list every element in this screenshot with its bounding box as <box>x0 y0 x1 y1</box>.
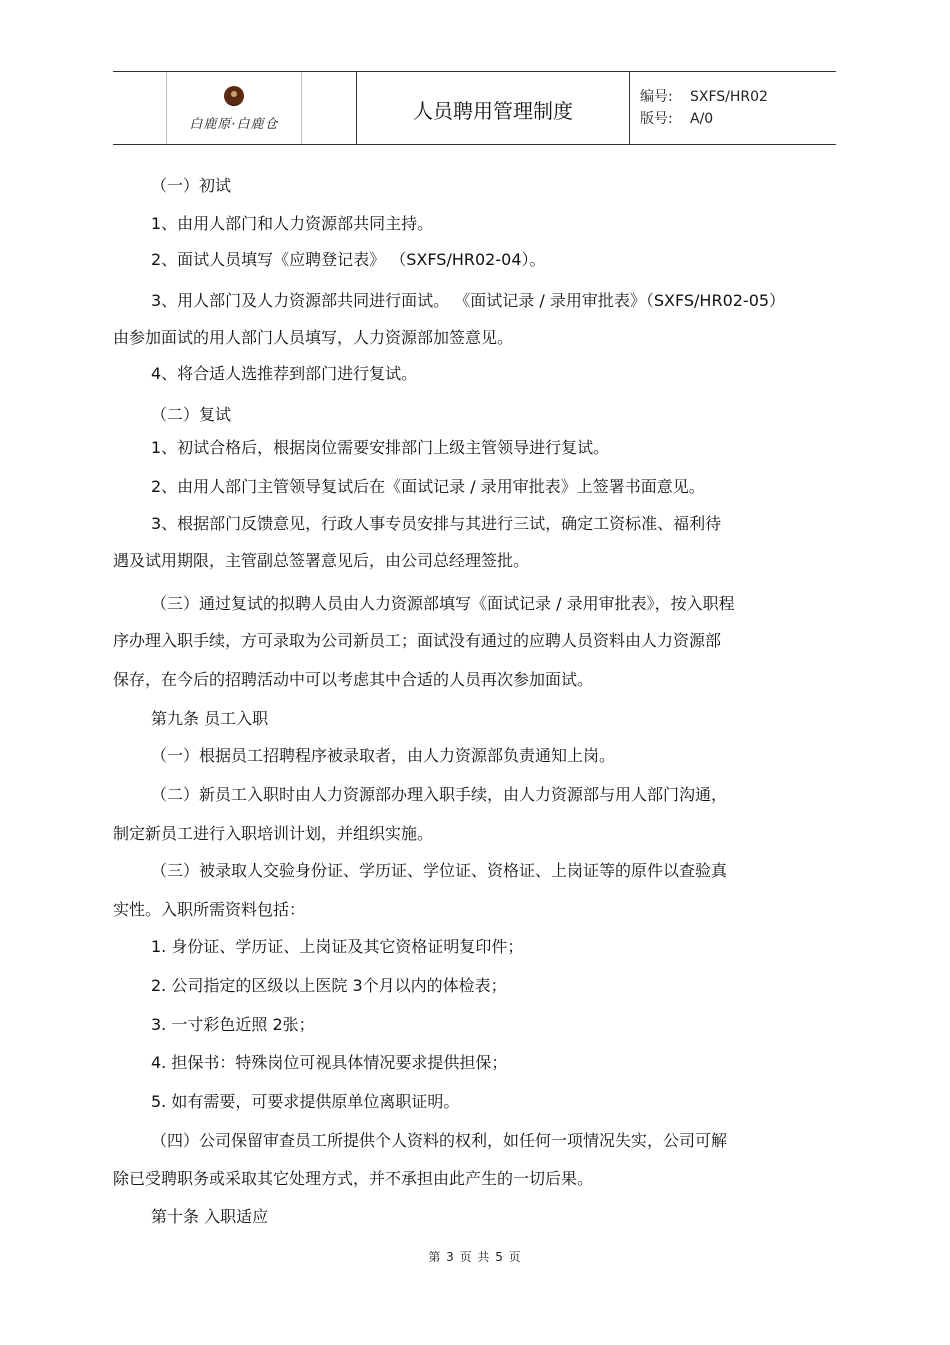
paragraph: （三）被录取人交验身份证、学历证、学位证、资格证、上岗证等的原件以查验真 <box>151 861 728 880</box>
header-divider <box>629 72 630 144</box>
document-code <box>640 86 768 106</box>
paragraph: 2、由用人部门主管领导复试后在《面试记录 / 录用审批表》上签署书面意见。 <box>151 477 705 496</box>
article-heading: 第十条 入职适应 <box>151 1207 269 1226</box>
list-item: 5. 如有需要，可要求提供原单位离职证明。 <box>151 1092 460 1111</box>
paragraph-continuation: 制定新员工进行入职培训计划，并组织实施。 <box>113 824 434 843</box>
version-label: 版号: <box>640 111 673 127</box>
paragraph: 1、初试合格后，根据岗位需要安排部门上级主管领导进行复试。 <box>151 438 610 457</box>
paragraph-continuation: 除已受聘职务或采取其它处理方式，并不承担由此产生的一切后果。 <box>113 1169 594 1188</box>
document-title: 人员聘用管理制度 <box>413 99 573 123</box>
logo-emblem-icon <box>224 86 244 106</box>
paragraph-continuation: 遇及试用期限，主管副总签署意见后，由公司总经理签批。 <box>113 551 530 570</box>
section-heading: （二）复试 <box>151 405 232 424</box>
code-value: SXFS/HR02 <box>690 89 768 105</box>
list-item: 3. 一寸彩色近照 2张； <box>151 1015 315 1034</box>
paragraph: 4、将合适人选推荐到部门进行复试。 <box>151 364 418 383</box>
section-heading: （一）初试 <box>151 176 232 195</box>
logo-text: 白鹿原·白鹿仓 <box>189 117 279 132</box>
logo <box>166 72 302 144</box>
list-item: 1. 身份证、学历证、上岗证及其它资格证明复印件； <box>151 937 524 956</box>
paragraph: （三）通过复试的拟聘人员由人力资源部填写《面试记录 / 录用审批表》，按入职程 <box>151 594 735 613</box>
article-heading: 第九条 员工入职 <box>151 709 269 728</box>
paragraph-continuation: 保存，在今后的招聘活动中可以考虑其中合适的人员再次参加面试。 <box>113 670 594 689</box>
paragraph: 3、用人部门及人力资源部共同进行面试。 《面试记录 / 录用审批表》（SXFS/HR02-05） <box>151 291 786 310</box>
paragraph-continuation: 由参加面试的用人部门人员填写，人力资源部加签意见。 <box>113 328 514 347</box>
paragraph: （二）新员工入职时由人力资源部办理入职手续，由人力资源部与用人部门沟通， <box>151 785 728 804</box>
paragraph: （四）公司保留审查员工所提供个人资料的权利，如任何一项情况失实，公司可解 <box>151 1131 728 1150</box>
logo-cell <box>113 72 356 144</box>
paragraph-continuation: 实性。入职所需资料包括： <box>113 900 306 919</box>
paragraph: 3、根据部门反馈意见，行政人事专员安排与其进行三试，确定工资标准、福利待 <box>151 514 722 533</box>
paragraph: 2、面试人员填写《应聘登记表》 （SXFS/HR02-04）。 <box>151 250 546 269</box>
page-number: 第 3 页 共 5 页 <box>428 1250 522 1264</box>
paragraph-continuation: 序办理入职手续，方可录取为公司新员工；面试没有通过的应聘人员资料由人力资源部 <box>113 631 722 650</box>
document-header <box>113 71 836 145</box>
list-item: 4. 担保书：特殊岗位可视具体情况要求提供担保； <box>151 1053 508 1072</box>
code-label: 编号: <box>640 89 673 105</box>
paragraph: （一）根据员工招聘程序被录取者，由人力资源部负责通知上岗。 <box>151 746 616 765</box>
version-value: A/0 <box>690 111 714 127</box>
document-version <box>640 108 713 128</box>
list-item: 2. 公司指定的区级以上医院 3个月以内的体检表； <box>151 976 507 995</box>
paragraph: 1、由用人部门和人力资源部共同主持。 <box>151 214 434 233</box>
